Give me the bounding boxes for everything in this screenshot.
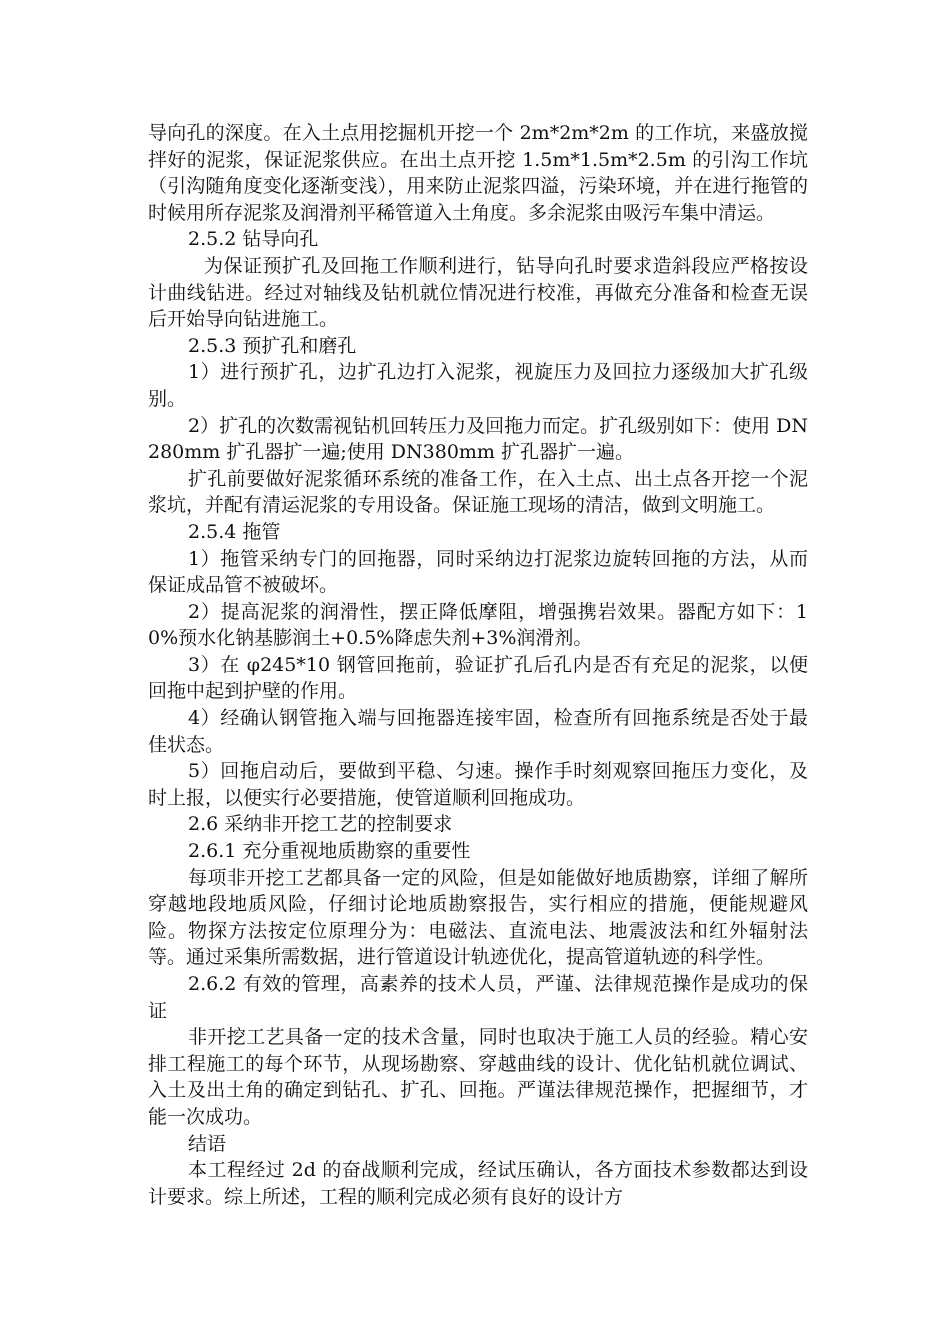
document-body bbox=[148, 120, 808, 1210]
paragraph-geological-survey: 每项非开挖工艺都具备一定的风险，但是如能做好地质勘察，详细了解所穿越地段地质风险，仔细讨论地质勘察报告，实行相应的措施，便能规避风险。物探方法按定位原理分为：电磁法、直流电法、地震波法和红外辐射法等。通过采集所需数据，进行管道设计轨迹优化，提高管道轨迹的科学性。 bbox=[148, 866, 808, 969]
paragraph-technical-management: 非开挖工艺具备一定的技术含量，同时也取决于施工人员的经验。精心安排工程施工的每个环节，从现场勘察、穿越曲线的设计、优化钻机就位调试、入土及出土角的确定到钻孔、扩孔、回拖。严谨法律规范操作，把握细节，才能一次成功。 bbox=[148, 1026, 808, 1128]
paragraph-pullback-3: 3）在 φ245*10 钢管回拖前，验证扩孔后孔内是否有充足的泥浆，以便回拖中起到护壁的作用。 bbox=[148, 653, 808, 703]
section-heading-2-6: 2.6 采纳非开挖工艺的控制要求 bbox=[188, 813, 453, 836]
paragraph-pullback-5: 5）回拖启动后，要做到平稳、匀速。操作手时刻观察回拖压力变化，及时上报，以便实行必要措施，使管道顺利回拖成功。 bbox=[148, 760, 808, 809]
section-heading-2-6-2: 2.6.2 有效的管理，高素养的技术人员，严谨、法律规范操作是成功的保证 bbox=[148, 973, 808, 1022]
paragraph-pit-construction: 导向孔的深度。在入土点用挖掘机开挖一个 2m*2m*2m 的工作坑，来盛放搅拌好的泥浆，保证泥浆供应。在出土点开挖 1.5m*1.5m*2.5m 的引沟工作坑（引沟随角度变化逐渐变浅），用来防止泥浆四溢，污染环境，并在进行拖管的时候用所存泥浆及润滑剂平稀管道入土角度。多余泥浆由吸污车集中清运。 bbox=[148, 122, 808, 224]
paragraph-pullback-1: 1）拖管采纳专门的回拖器，同时采纳边打泥浆边旋转回拖的方法，从而保证成品管不被破坏。 bbox=[148, 547, 808, 597]
paragraph-reaming-1: 1）进行预扩孔，边扩孔边打入泥浆，视旋压力及回拉力逐级加大扩孔级别。 bbox=[148, 361, 808, 410]
section-heading-2-5-3: 2.5.3 预扩孔和磨孔 bbox=[188, 334, 357, 357]
paragraph-pilot-hole: 为保证预扩孔及回拖工作顺利进行，钻导向孔时要求造斜段应严格按设计曲线钻进。经过对轴线及钻机就位情况进行校准，再做充分准备和检查无误后开始导向钻进施工。 bbox=[148, 254, 808, 331]
paragraph-conclusion: 本工程经过 2d 的奋战顺利完成，经试压确认，各方面技术参数都达到设计要求。综上所述，工程的顺利完成必须有良好的设计方 bbox=[148, 1159, 808, 1208]
section-heading-2-6-1: 2.6.1 充分重视地质勘察的重要性 bbox=[188, 840, 471, 863]
section-heading-2-5-2: 2.5.2 钻导向孔 bbox=[188, 228, 319, 251]
paragraph-pullback-4: 4）经确认钢管拖入端与回拖器连接牢固，检查所有回拖系统是否处于最佳状态。 bbox=[148, 707, 808, 756]
section-heading-2-5-4: 2.5.4 拖管 bbox=[188, 520, 281, 543]
section-heading-conclusion: 结语 bbox=[188, 1132, 227, 1155]
paragraph-reaming-2: 2）扩孔的次数需视钻机回转压力及回拖力而定。扩孔级别如下：使用 DN280mm 扩孔器扩一遍;使用 DN380mm 扩孔器扩一遍。 bbox=[148, 414, 808, 464]
paragraph-pullback-2: 2）提高泥浆的润滑性，摆正降低摩阻，增强携岩效果。器配方如下：10%预水化钠基膨润土+0.5%降虑失剂+3%润滑剂。 bbox=[148, 600, 808, 650]
paragraph-mud-circulation: 扩孔前要做好泥浆循环系统的准备工作，在入土点、出土点各开挖一个泥浆坑，并配有清运泥浆的专用设备。保证施工现场的清洁，做到文明施工。 bbox=[148, 467, 808, 517]
